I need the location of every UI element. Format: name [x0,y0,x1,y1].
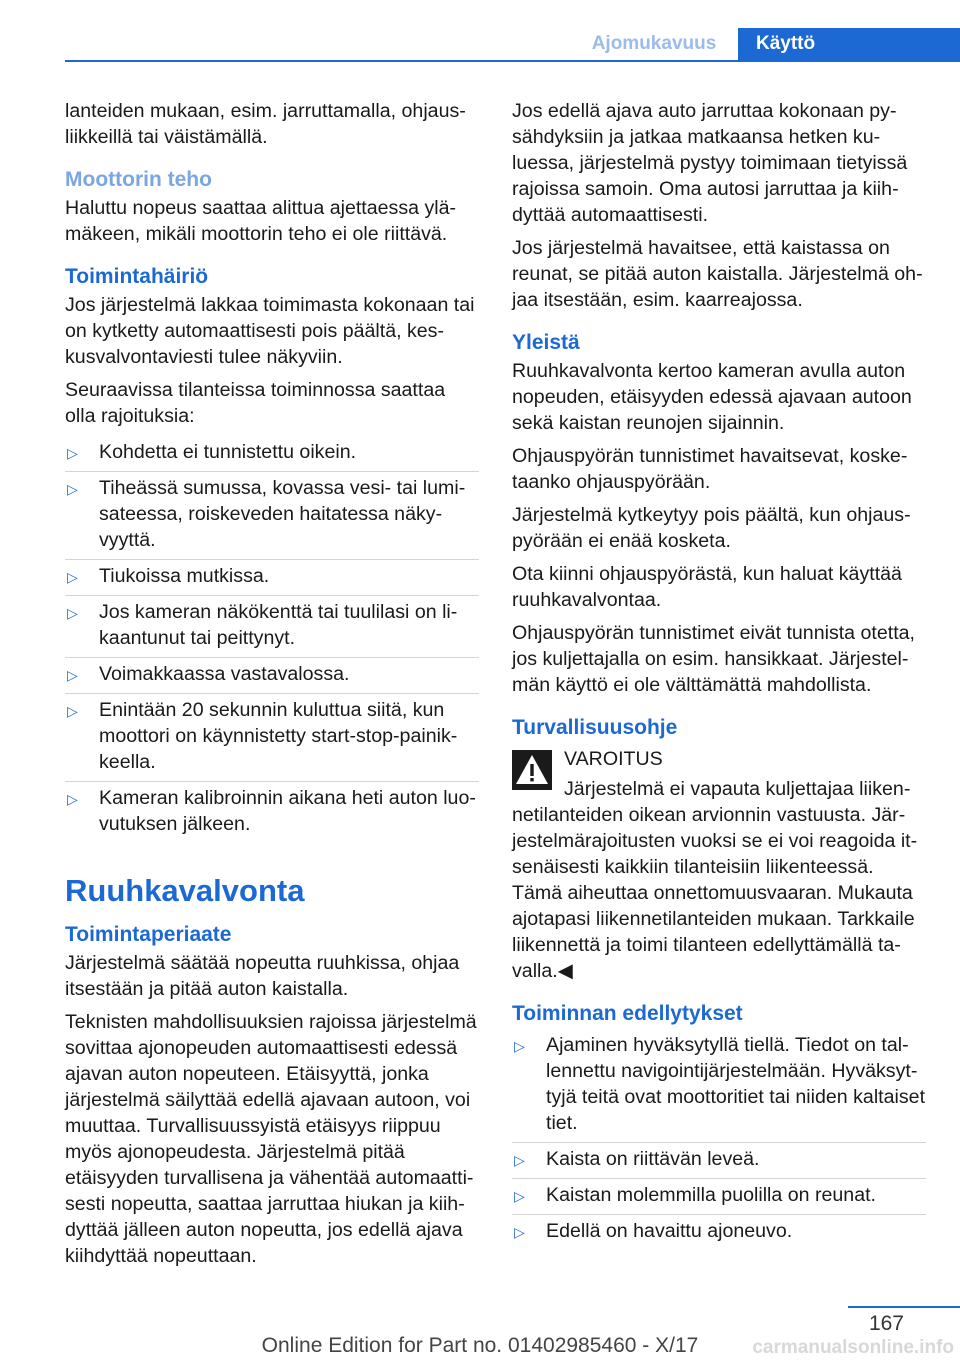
edition-footer: Online Edition for Part no. 01402985460 - X/17 [261,1334,699,1357]
engine-heading: Moottorin teho [65,168,212,191]
triangle-bullet-icon: ▷ [514,1152,525,1168]
general-paragraph-2: Ohjauspyörän tunnistimet havaitsevat, kosketaanko ohjauspyörään. [512,445,908,493]
limits-list [65,436,479,843]
list-item [65,694,479,782]
triangle-bullet-icon: ▷ [67,569,78,585]
safety-heading: Turvallisuusohje [512,716,678,739]
list-item [512,1179,926,1215]
triangle-bullet-icon: ▷ [67,667,78,683]
triangle-bullet-icon: ▷ [67,605,78,621]
list-item [512,1029,926,1143]
list-item [65,436,479,472]
watermark: carmanualsonline.info [752,1337,954,1358]
page-header [0,0,960,62]
engine-paragraph: Haluttu nopeus saattaa alittua ajettaessa ylämäkeen, mikäli moottorin teho ei ole riittävä. [65,197,457,245]
list-item-text: Jos kameran näkökenttä tai tuulilasi on likaantunut tai peittynyt. [99,601,458,649]
list-item [512,1215,926,1250]
general-heading: Yleistä [512,331,580,354]
triangle-bullet-icon: ▷ [67,791,78,807]
triangle-bullet-icon: ▷ [514,1224,525,1240]
principle-paragraph-2: Teknisten mahdollisuuksien rajoissa järjestelmä sovittaa ajonopeuden automaattisesti edessä ajavan auton nopeuteen. Etäisyyttä, jonka järjestelmä säilyttää edellä ajavaan autoon, voi muuttaa. Turvallisuussyistä etäisyys riippuu myös ajonopeudesta. Järjestelmä pitää etäisyyden turvallisena ja vähentää automaattisesti nopeutta, saattaa jarruttaa hiukan ja kiihdyttää jälleen auton nopeutta, jos edellä ajava kiihdyttää nopeuttaan. [65,1011,477,1267]
triangle-bullet-icon: ▷ [67,445,78,461]
general-paragraph-3: Järjestelmä kytkeytyy pois päältä, kun ohjauspyörään ei enää kosketa. [512,504,911,552]
stop-paragraph: Jos edellä ajava auto jarruttaa kokonaan pysähdyksiin ja jatkaa matkaansa hetken kuluessa, järjestelmä pystyy toimimaan tietyissä rajoissa samoin. Oma autosi jarruttaa ja kiihdyttää automaattisesti. [512,100,908,226]
list-item [65,782,479,843]
list-item-text: Kaista on riittävän leveä. [546,1148,760,1170]
edge-paragraph: Jos järjestelmä havaitsee, että kaistassa on reunat, se pitää auton kaistalla. Järjestelmä ohjaa itsestään, esim. kaarreajossa. [512,237,923,311]
warning-label: VAROITUS [564,748,663,770]
list-item [65,560,479,596]
warning-triangle-icon [512,750,552,790]
fault-paragraph: Jos järjestelmä lakkaa toimimasta kokonaan tai on kytketty automaattisesti pois päältä, keskusvalvontaviesti tulee näkyviin. [65,294,475,368]
list-item-text: Tiukoissa mutkissa. [99,565,270,587]
header-rule [65,60,960,62]
principle-paragraph-1: Järjestelmä säätää nopeutta ruuhkissa, ohjaa itsestään ja pitää auton kaistalla. [65,952,460,1000]
general-paragraph-4: Ota kiinni ohjauspyörästä, kun haluat käyttää ruuhkavalvontaa. [512,563,902,611]
list-item-text: Tiheässä sumussa, kovassa vesi- tai lumisateessa, roiskeveden haitatessa näkyvyyttä. [99,477,466,551]
main-heading: Ruuhkavalvonta [65,873,305,908]
conditions-list [512,1029,926,1250]
left-column [65,98,479,1276]
list-item-text: Edellä on havaittu ajoneuvo. [546,1220,793,1242]
limits-intro: Seuraavissa tilanteissa toiminnossa saattaa olla rajoituksia: [65,379,446,427]
page-number: 167 [868,1312,904,1335]
warning-text: Järjestelmä ei vapauta kuljettajaa liikennetilanteiden oikean arvionnin vastuusta. Järjestelmärajoitusten vuoksi se ei voi reagoida itsenäisesti kaikkiin tilanteisiin liikenteessä. Tämä aiheuttaa onnettomuusvaaran. Mukauta ajotapasi liikennetilanteiden mukaan. Tarkkaile liikennettä ja toimi tilanteen edellyttämällä tavalla.◀ [512,778,918,982]
list-item-text: Enintään 20 sekunnin kuluttua siitä, kun moottori on käynnistetty start-stop-painikkeella. [99,699,458,773]
triangle-bullet-icon: ▷ [67,703,78,719]
list-item [65,658,479,694]
right-column [512,98,926,1250]
triangle-bullet-icon: ▷ [514,1038,525,1054]
list-item-text: Ajaminen hyväksytyllä tiellä. Tiedot on tallennettu navigointijärjestelmään. Hyväksyttyjä teitä ovat moottoritiet tai niiden kaltaiset tiet. [546,1034,926,1134]
list-item-text: Kameran kalibroinnin aikana heti auton luovutuksen jälkeen. [99,787,476,835]
triangle-bullet-icon: ▷ [67,481,78,497]
footer-rule [848,1306,960,1308]
chapter-tab: Käyttö [738,28,960,60]
conditions-heading: Toiminnan edellytykset [512,1002,743,1025]
principle-heading: Toimintaperiaate [65,923,232,946]
intro-paragraph: lanteiden mukaan, esim. jarruttamalla, ohjausliikkeillä tai väistämällä. [65,100,466,148]
list-item-text: Kohdetta ei tunnistettu oikein. [99,441,357,463]
list-item-text: Voimakkaassa vastavalossa. [99,663,350,685]
section-tab: Ajomukavuus [591,33,717,54]
list-item-text: Kaistan molemmilla puolilla on reunat. [546,1184,876,1206]
fault-heading: Toimintahäiriö [65,265,209,288]
general-paragraph-5: Ohjauspyörän tunnistimet eivät tunnista otetta, jos kuljettajalla on esim. hansikkaat. Järjestelmän käyttö ei ole välttämättä mahdollista. [512,622,915,696]
general-paragraph-1: Ruuhkavalvonta kertoo kameran avulla auton nopeuden, etäisyyden edessä ajavaan autoon sekä kaistan reunojen sijainnin. [512,360,912,434]
triangle-bullet-icon: ▷ [514,1188,525,1204]
warning-block [512,746,926,984]
list-item [65,596,479,658]
list-item [65,472,479,560]
list-item [512,1143,926,1179]
